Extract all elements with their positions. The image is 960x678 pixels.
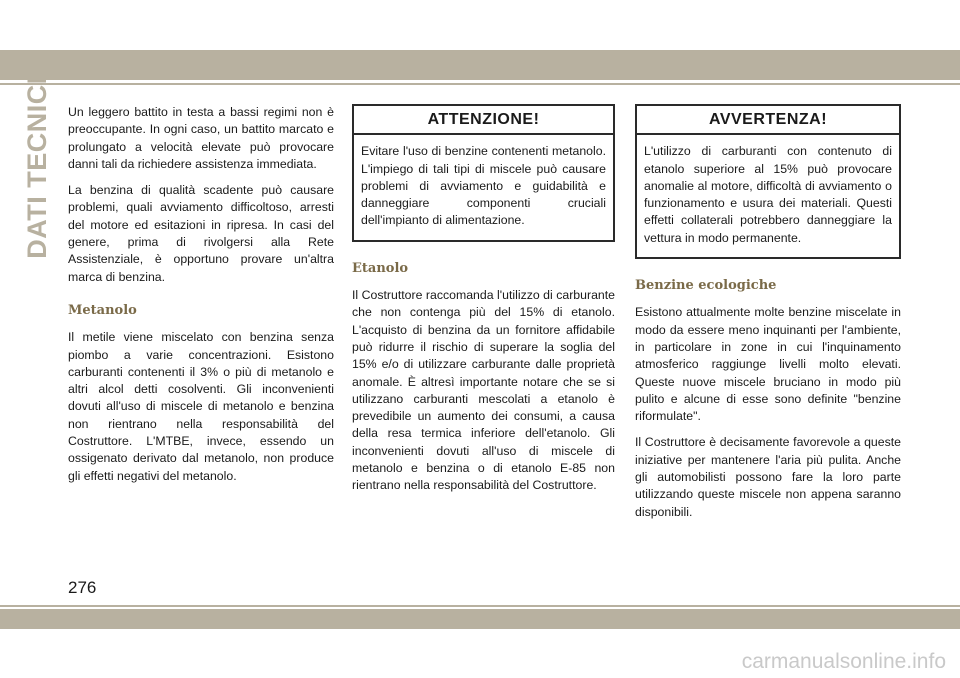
- section-tab: [21, 76, 52, 259]
- section-heading-metanolo: Metanolo: [68, 302, 137, 318]
- paragraph: Un leggero battito in testa a bassi regimi non è preoccupante. In ogni caso, un battito marcato e prolungato a velocità elevate può provocare danni tali da richiedere assistenza immediata.: [68, 105, 334, 171]
- header-rule: [0, 83, 960, 85]
- footer-rule: [0, 605, 960, 607]
- paragraph: La benzina di qualità scadente può causare problemi, quali avviamento difficoltoso, arresti del motore ed esitazioni in ripresa. In casi del genere, prima di rivolgersi alla Rete Assistenziale, è opportuno provare un'altra marca di benzina.: [68, 183, 334, 284]
- paragraph: Il metile viene miscelato con benzina senza piombo a varie concentrazioni. Esistono carburanti contenenti il 3% o più di metanolo e altri alcol detti cosolventi. Gli inconvenienti dovuti all'uso di miscele di metanolo e benzina non rientrano nella responsabilità del Costruttore. L'MTBE, invece, essendo un ossigenato derivato dal metanolo, non produce gli effetti negativi del metanolo.: [68, 330, 334, 483]
- footer-band: [0, 609, 960, 629]
- column-2: [352, 104, 615, 504]
- header-band: [0, 50, 960, 80]
- section-heading-benzine-ecologiche: Benzine ecologiche: [635, 278, 777, 294]
- warning-box-attenzione: [352, 104, 615, 242]
- warning-box-text: Evitare l'uso di benzine contenenti metanolo. L'impiego di tali tipi di miscele può causare problemi di avviamento e guidabilità e danneggiare componenti cruciali dell'impianto di alimentazione.: [361, 144, 606, 228]
- warning-box-text: L'utilizzo di carburanti con contenuto di etanolo superiore al 15% può provocare anomalie al motore, difficoltà di avviamento o funzionamento e usura dei materiali. Questi effetti collaterali potrebbero danneggiare la vettura in modo permanente.: [644, 144, 892, 245]
- watermark: carmanualsonline.info: [741, 650, 946, 673]
- warning-box-title: ATTENZIONE!: [354, 106, 613, 135]
- section-tab-label: DATI TECNICI: [21, 76, 52, 259]
- paragraph: Il Costruttore è decisamente favorevole a queste iniziative per mantenere l'aria più pulita. Anche gli automobilisti possono fare la loro parte utilizzando queste miscele non appena saranno disponibili.: [635, 435, 901, 519]
- paragraph: Esistono attualmente molte benzine miscelate in modo da essere meno inquinanti per l'ambiente, in particolare in zone in cui l'inquinamento atmosferico raggiunge livelli molto elevati. Queste nuove miscele bruciano in modo più pulito e alcune di esse sono definite "benzine riformulate".: [635, 305, 901, 424]
- warning-box-title: AVVERTENZA!: [637, 106, 899, 135]
- column-1: [68, 104, 334, 494]
- page-number: 276: [68, 578, 97, 597]
- section-heading-etanolo: Etanolo: [352, 260, 409, 276]
- paragraph: Il Costruttore raccomanda l'utilizzo di carburante che non contenga più del 15% di etanolo. L'acquisto di benzina da un fornitore affidabile può ridurre il rischio di superare la soglia del 15% e/o di utilizzare carburante dalle proprietà anomale. È altresì importante notare che se si utilizzano carburanti mescolati a etanolo è prevedibile un aumento dei consumi, a causa della resa termica inferiore dell'etanolo. Gli inconvenienti dovuti all'uso di miscele di metanolo e benzina o di etanolo E-85 non rientrano nella responsabilità del Costruttore.: [352, 288, 615, 493]
- warning-box-avvertenza: [635, 104, 901, 259]
- column-3: [635, 104, 901, 530]
